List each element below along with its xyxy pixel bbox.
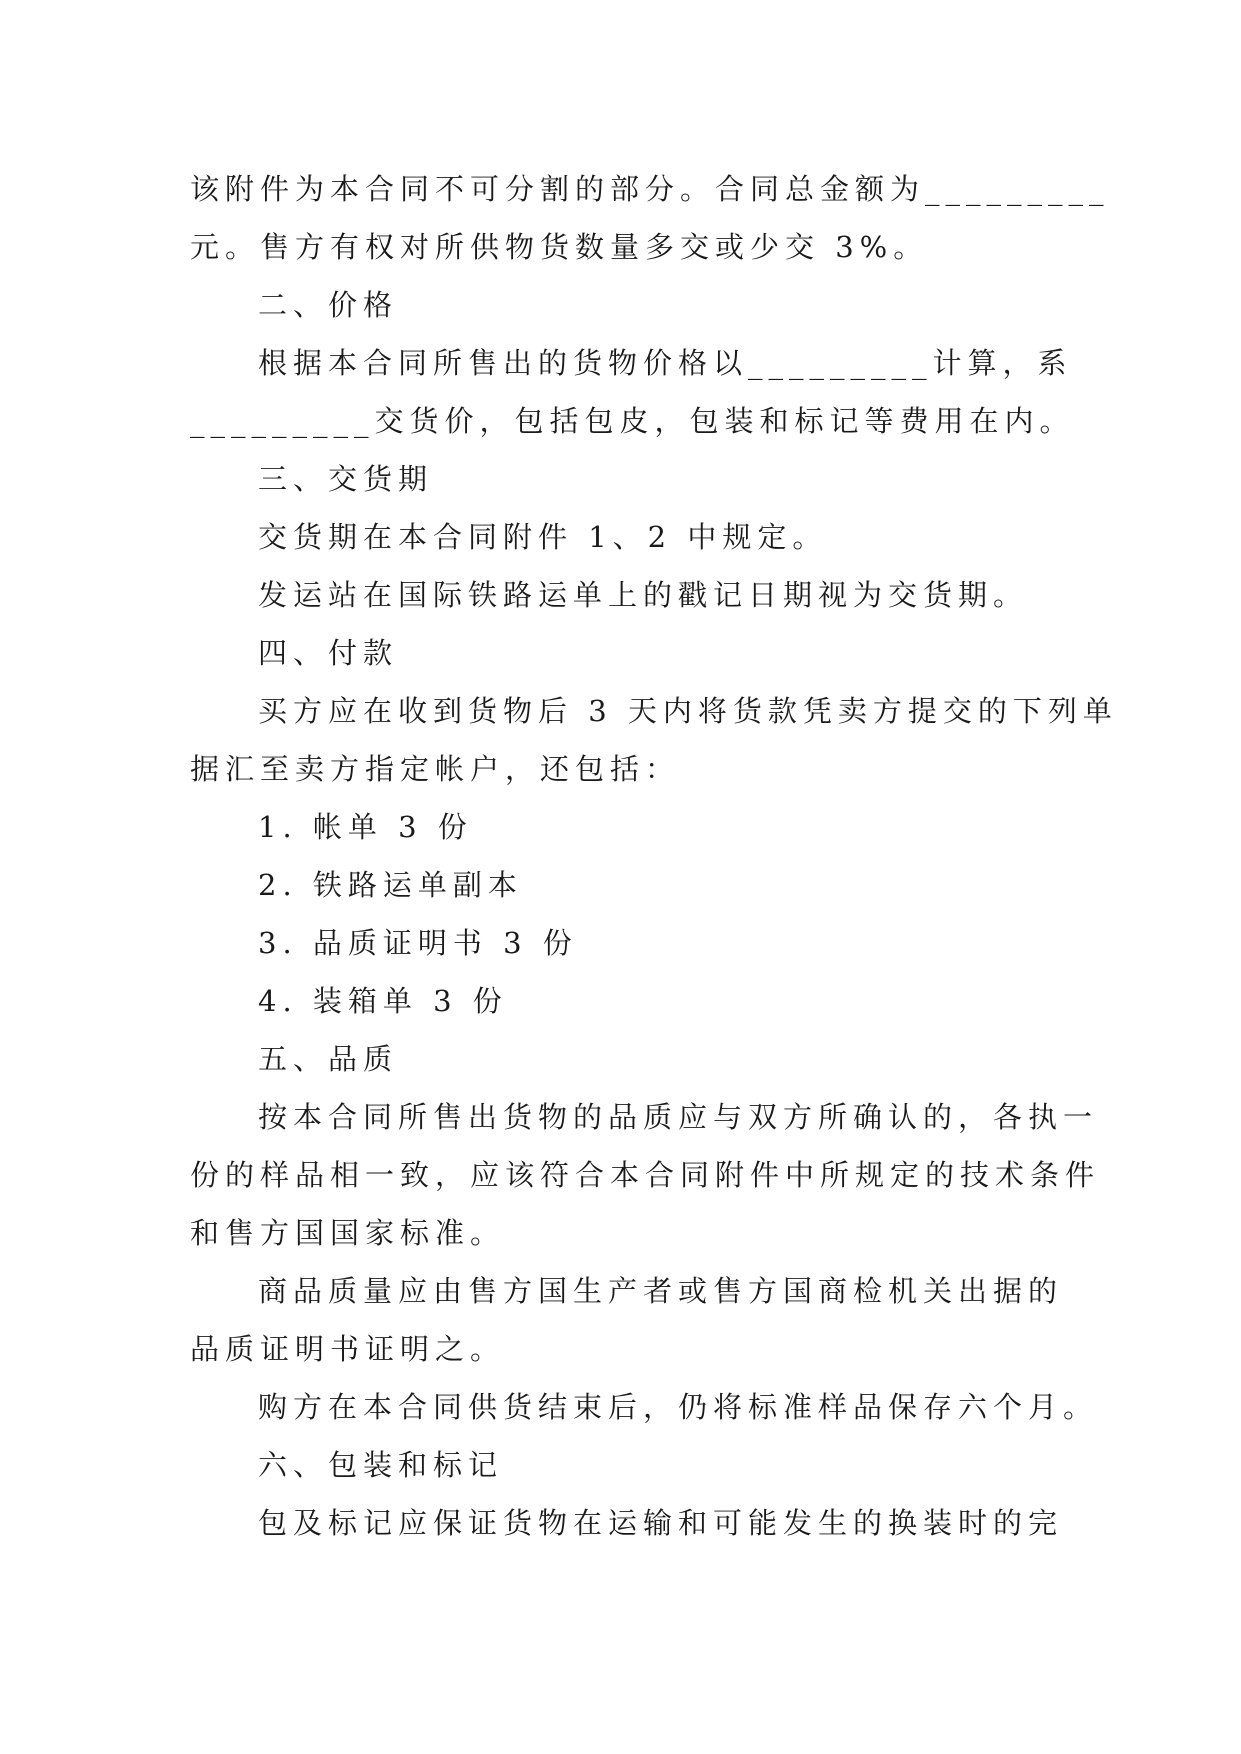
text-line: 发运站在国际铁路运单上的戳记日期视为交货期。 <box>258 578 1029 612</box>
section-heading-delivery: 三、交货期 <box>258 462 434 496</box>
list-item: 3. 品质证明书 3 份 <box>258 926 578 960</box>
text-line: 该附件为本合同不可分割的部分。合同总金额为_________ <box>190 172 1110 206</box>
section-heading-quality: 五、品质 <box>258 1042 399 1076</box>
section-heading-payment: 四、付款 <box>258 636 399 670</box>
text-line: 交货期在本合同附件 1、2 中规定。 <box>258 520 828 554</box>
text-line: 据汇至卖方指定帐户，还包括： <box>190 752 681 786</box>
text-line: 按本合同所售出货物的品质应与双方所确认的，各执一 <box>258 1100 1099 1134</box>
list-item: 4. 装箱单 3 份 <box>258 984 508 1018</box>
text-line: 品质证明书证明之。 <box>190 1332 506 1366</box>
section-heading-packaging: 六、包装和标记 <box>258 1448 504 1482</box>
text-line: 和售方国国家标准。 <box>190 1216 506 1250</box>
text-line: 买方应在收到货物后 3 天内将货款凭卖方提交的下列单 <box>258 694 1118 728</box>
text-line: _________交货价，包括包皮，包装和标记等费用在内。 <box>190 404 1075 438</box>
text-line: 商品质量应由售方国生产者或售方国商检机关出据的 <box>258 1274 1064 1308</box>
text-line: 份的样品相一致，应该符合本合同附件中所规定的技术条件 <box>190 1158 1101 1192</box>
text-line: 购方在本合同供货结束后，仍将标准样品保存六个月。 <box>258 1390 1099 1424</box>
list-item: 2. 铁路运单副本 <box>258 868 523 902</box>
text-line: 元。售方有权对所供物货数量多交或少交 3%。 <box>190 230 929 264</box>
section-heading-price: 二、价格 <box>258 288 399 322</box>
text-line: 根据本合同所售出的货物价格以_________计算，系 <box>258 346 1073 380</box>
text-line: 包及标记应保证货物在运输和可能发生的换装时的完 <box>258 1506 1064 1540</box>
list-item: 1. 帐单 3 份 <box>258 810 473 844</box>
document-page <box>190 160 1118 1552</box>
